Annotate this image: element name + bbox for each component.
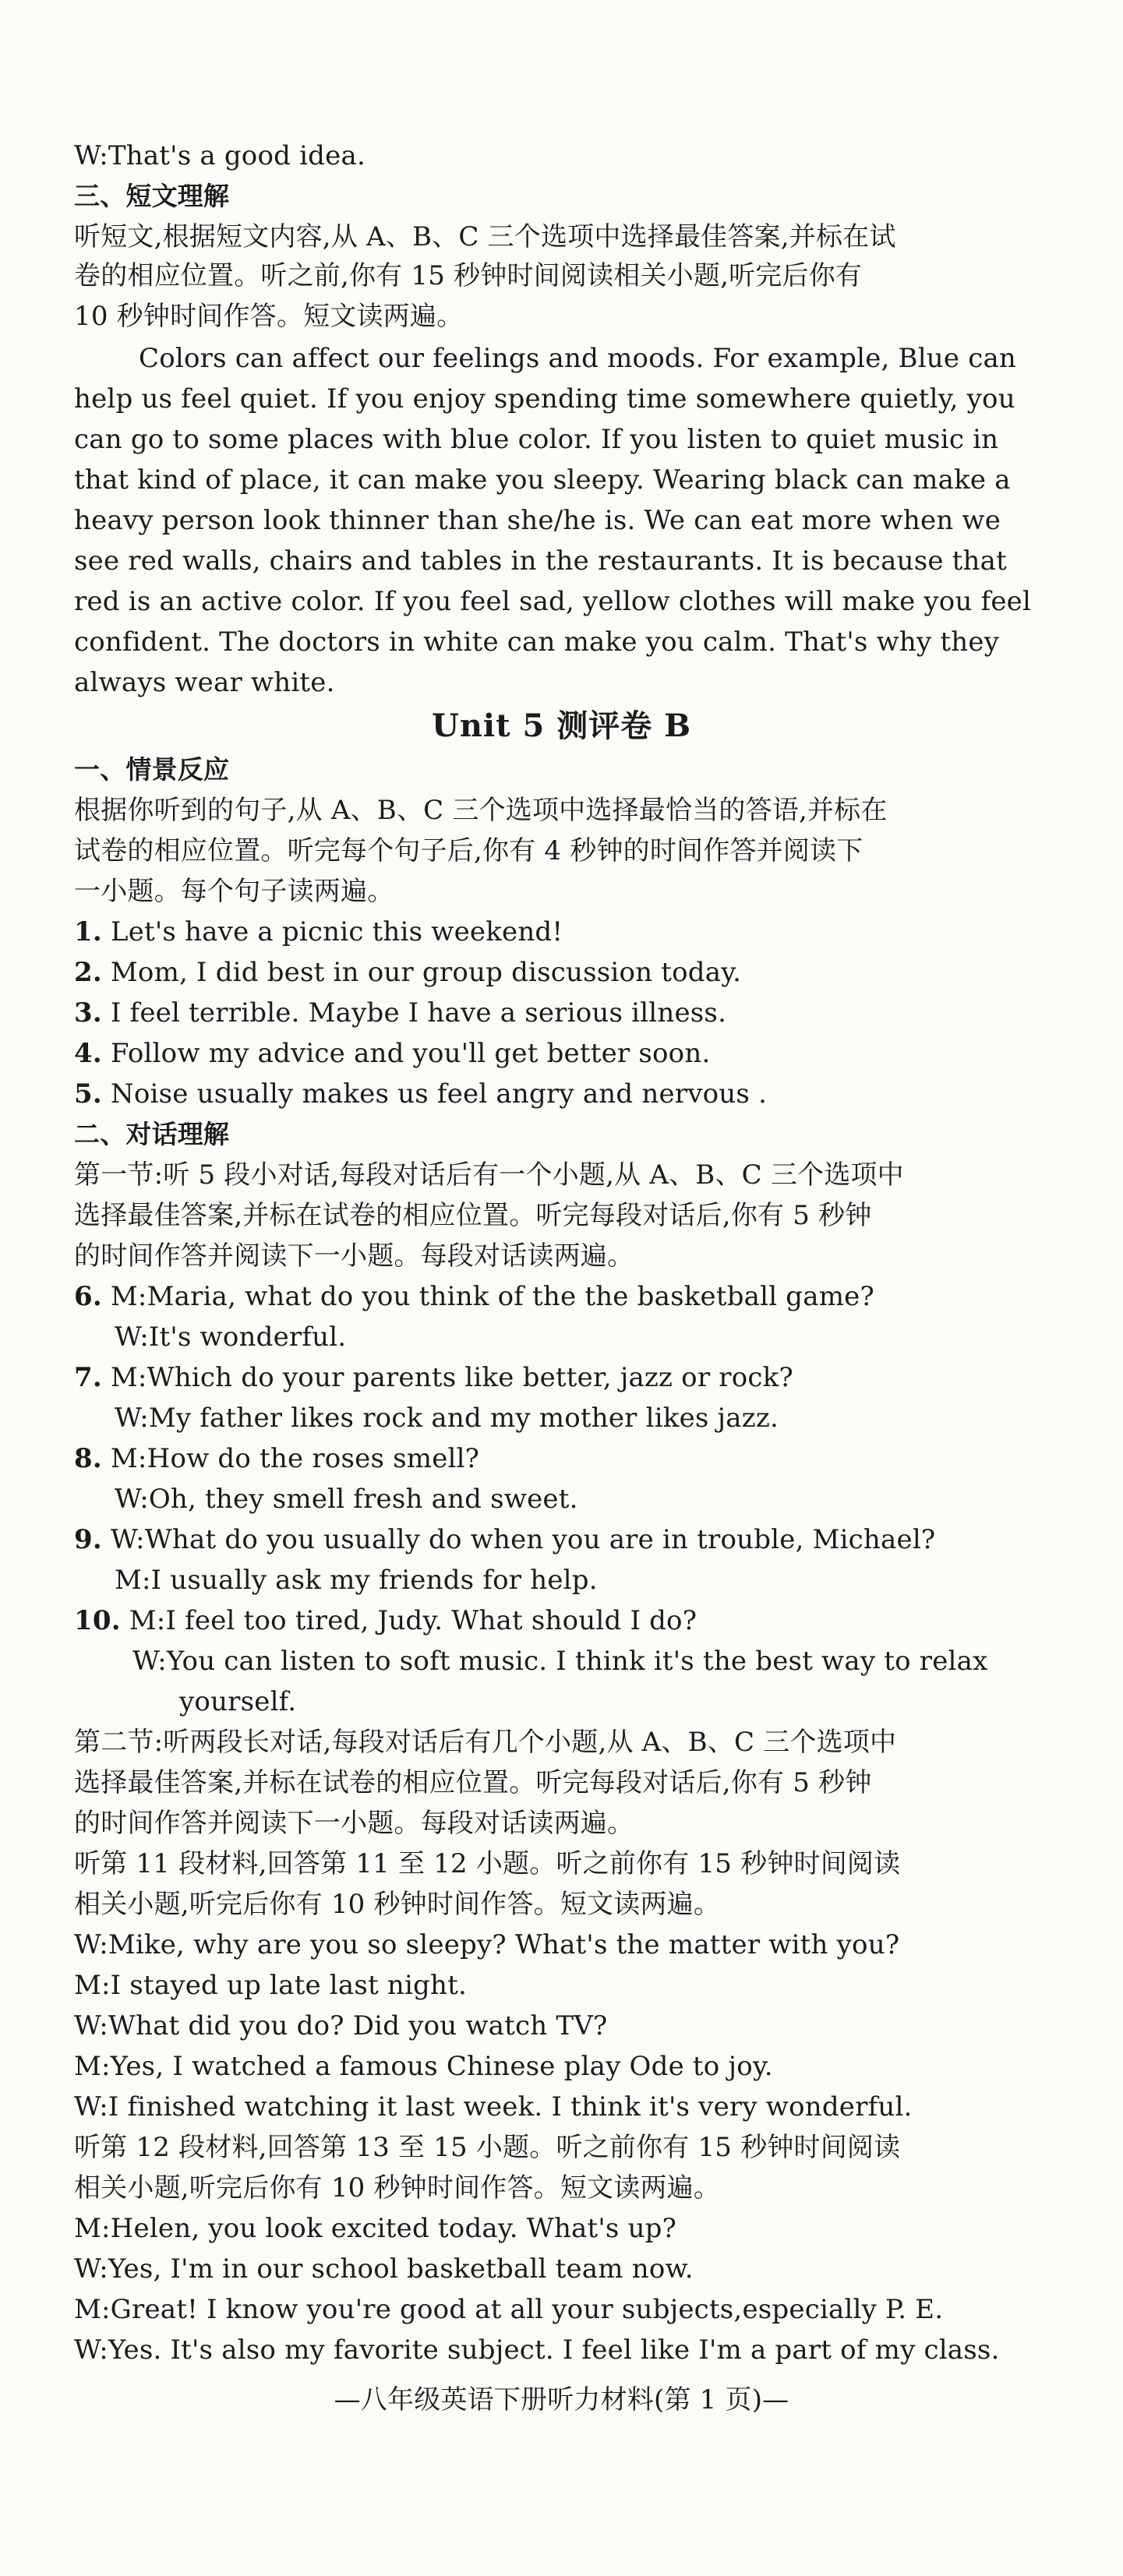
dialog-line: W:What did you do? Did you watch TV?: [74, 2010, 608, 2041]
question-item: [74, 1362, 1123, 1393]
instruction-line: 第一节:听 5 段小对话,每段对话后有一个小题,从 A、B、C 三个选项中: [74, 1159, 904, 1191]
question-number: 2.: [74, 957, 102, 988]
dialog-line: M:I stayed up late last night.: [74, 1970, 467, 2001]
question-item: [74, 1443, 1123, 1474]
passage-line: help us feel quiet. If you enjoy spending time somewhere quietly, you: [74, 383, 1015, 415]
dialog-line: W:My father likes rock and my mother likes jazz.: [115, 1403, 779, 1434]
question-item: [74, 1078, 1123, 1110]
question-text: Let's have a picnic this weekend!: [110, 916, 563, 947]
dialog-line: M:Yes, I watched a famous Chinese play Ode to joy.: [74, 2051, 773, 2082]
dialog-line: W:Mike, why are you so sleepy? What's the matter with you?: [74, 1929, 900, 1960]
instruction-line: 一小题。每个句子读两遍。: [74, 876, 394, 907]
section-heading-dialog-comprehension: 二、对话理解: [74, 1119, 230, 1149]
question-item: [74, 916, 1123, 947]
instruction-line: 10 秒钟时间作答。短文读两遍。: [74, 301, 464, 332]
question-item: [74, 1524, 1123, 1555]
instruction-line: 相关小题,听完后你有 10 秒钟时间作答。短文读两遍。: [74, 2172, 721, 2204]
passage-line: that kind of place, it can make you sleepy. Wearing black can make a: [74, 464, 1011, 496]
dialog-line: W:I finished watching it last week. I think it's very wonderful.: [74, 2091, 913, 2123]
dialog-line: M:Which do your parents like better, jazz or rock?: [110, 1362, 793, 1393]
question-number: 7.: [74, 1362, 102, 1393]
dialog-line: W:Oh, they smell fresh and sweet.: [115, 1484, 578, 1515]
question-item: [74, 1605, 1123, 1636]
dialog-line: W:It's wonderful.: [115, 1322, 347, 1353]
dialog-line: M:Great! I know you're good at all your subjects,especially P. E.: [74, 2294, 944, 2325]
question-text: Follow my advice and you'll get better soon.: [110, 1038, 711, 1069]
instruction-line: 选择最佳答案,并标在试卷的相应位置。听完每段对话后,你有 5 秒钟: [74, 1767, 872, 1798]
instruction-line: 卷的相应位置。听之前,你有 15 秒钟时间阅读相关小题,听完后你有: [74, 260, 863, 291]
unit-title: Unit 5 测评卷 B: [431, 708, 692, 744]
question-item: [74, 957, 1123, 988]
dialog-line: yourself.: [179, 1686, 297, 1717]
instruction-line: 试卷的相应位置。听完每个句子后,你有 4 秒钟的时间作答并阅读下: [74, 835, 863, 866]
instruction-line: 的时间作答并阅读下一小题。每段对话读两遍。: [74, 1808, 634, 1839]
question-number: 1.: [74, 916, 102, 947]
question-text: Mom, I did best in our group discussion today.: [110, 957, 742, 988]
instruction-line: 的时间作答并阅读下一小题。每段对话读两遍。: [74, 1240, 634, 1272]
passage-line: red is an active color. If you feel sad, yellow clothes will make you feel: [74, 586, 1032, 617]
dialog-line: W:Yes. It's also my favorite subject. I feel like I'm a part of my class.: [74, 2334, 1000, 2366]
page-footer: —八年级英语下册听力材料(第 1 页)—: [334, 2384, 789, 2415]
question-number: 9.: [74, 1524, 102, 1555]
dialog-line: W:That's a good idea.: [74, 140, 366, 171]
passage-line: see red walls, chairs and tables in the restaurants. It is because that: [74, 545, 1007, 577]
dialog-line: M:Maria, what do you think of the the basketball game?: [110, 1281, 874, 1312]
question-number: 5.: [74, 1078, 102, 1110]
instruction-line: 第二节:听两段长对话,每段对话后有几个小题,从 A、B、C 三个选项中: [74, 1727, 897, 1758]
question-item: [74, 1038, 1123, 1069]
question-item: [74, 997, 1123, 1029]
question-item: [74, 1281, 1123, 1312]
dialog-line: M:I usually ask my friends for help.: [115, 1565, 598, 1596]
dialog-line: W:What do you usually do when you are in trouble, Michael?: [110, 1524, 936, 1555]
passage-line: heavy person look thinner than she/he is. We can eat more when we: [74, 505, 1001, 536]
question-text: I feel terrible. Maybe I have a serious illness.: [110, 997, 727, 1029]
section-heading-situational-response: 一、情景反应: [74, 754, 230, 785]
dialog-line: W:You can listen to soft music. I think it's the best way to relax: [132, 1646, 988, 1677]
question-number: 4.: [74, 1038, 102, 1069]
question-number: 3.: [74, 997, 102, 1029]
passage-line: always wear white.: [74, 667, 335, 698]
instruction-line: 听短文,根据短文内容,从 A、B、C 三个选项中选择最佳答案,并标在试: [74, 221, 896, 252]
question-number: 6.: [74, 1281, 102, 1312]
dialog-line: W:Yes, I'm in our school basketball team now.: [74, 2253, 694, 2285]
instruction-line: 相关小题,听完后你有 10 秒钟时间作答。短文读两遍。: [74, 1889, 721, 1920]
passage-line: Colors can affect our feelings and moods. For example, Blue can: [139, 343, 1017, 374]
dialog-line: M:How do the roses smell?: [110, 1443, 480, 1474]
passage-line: can go to some places with blue color. If you listen to quiet music in: [74, 424, 999, 455]
instruction-line: 听第 12 段材料,回答第 13 至 15 小题。听之前你有 15 秒钟时间阅读: [74, 2132, 901, 2163]
question-number: 10.: [74, 1605, 121, 1636]
passage-line: confident. The doctors in white can make you calm. That's why they: [74, 626, 1000, 658]
dialog-line: M:Helen, you look excited today. What's up?: [74, 2213, 677, 2244]
instruction-line: 听第 11 段材料,回答第 11 至 12 小题。听之前你有 15 秒钟时间阅读: [74, 1848, 901, 1879]
section-heading-short-passage: 三、短文理解: [74, 181, 230, 211]
dialog-line: M:I feel too tired, Judy. What should I do?: [129, 1605, 697, 1636]
instruction-line: 根据你听到的句子,从 A、B、C 三个选项中选择最恰当的答语,并标在: [74, 795, 888, 826]
question-number: 8.: [74, 1443, 102, 1474]
instruction-line: 选择最佳答案,并标在试卷的相应位置。听完每段对话后,你有 5 秒钟: [74, 1200, 872, 1231]
question-text: Noise usually makes us feel angry and nervous .: [110, 1078, 768, 1110]
